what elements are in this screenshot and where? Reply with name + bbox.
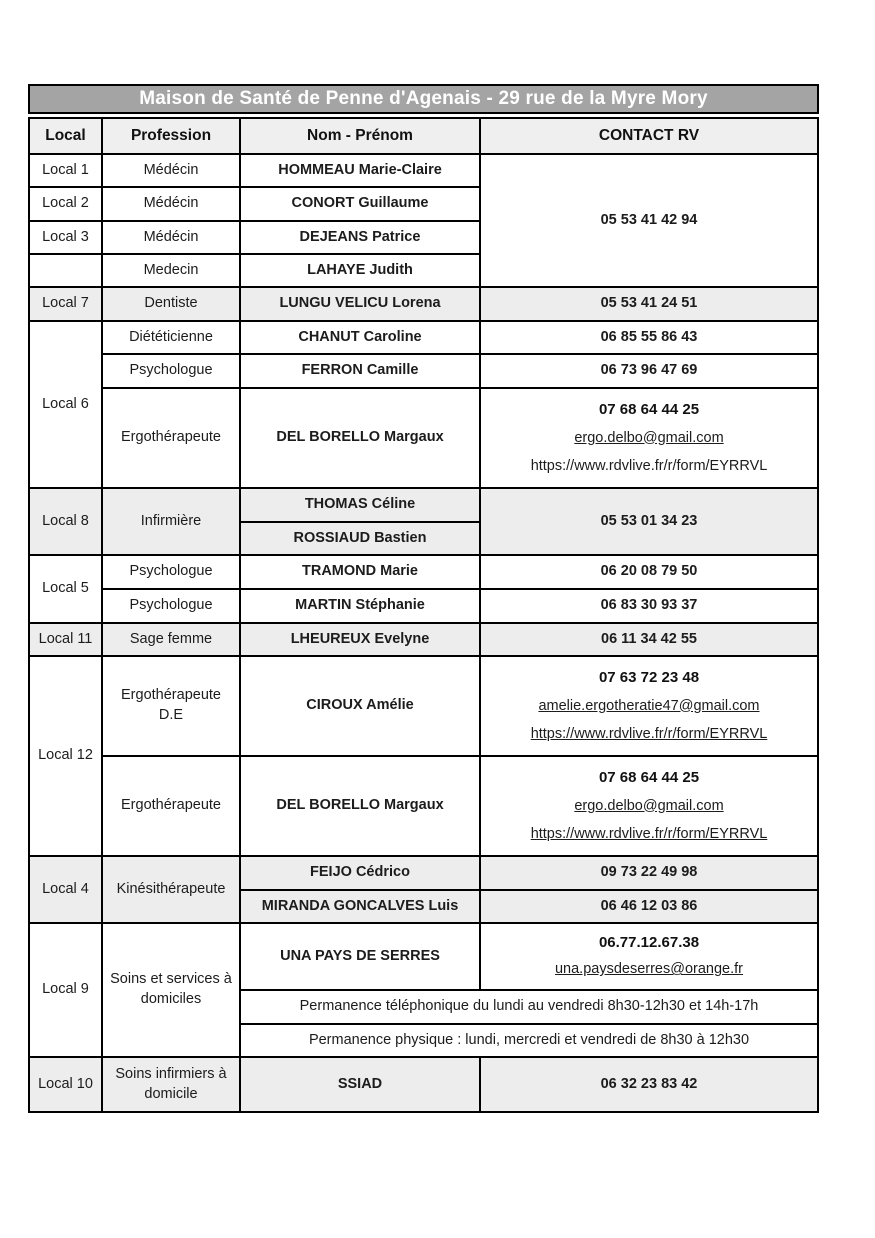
profession-cell: Dentiste bbox=[102, 287, 240, 321]
website-link: https://www.rdvlive.fr/r/form/EYRRVL bbox=[530, 457, 768, 474]
local-cell: Local 2 bbox=[29, 187, 102, 221]
local-cell: Local 9 bbox=[29, 923, 102, 1057]
name-cell: THOMAS Céline bbox=[240, 488, 480, 522]
contact-cell: 05 53 41 24 51 bbox=[480, 287, 818, 321]
name-cell: LUNGU VELICU Lorena bbox=[240, 287, 480, 321]
local-cell: Local 8 bbox=[29, 488, 102, 555]
table-row bbox=[29, 1057, 818, 1112]
website-link[interactable]: https://www.rdvlive.fr/r/form/EYRRVL bbox=[530, 825, 768, 842]
profession-cell: Soins infirmiers à domicile bbox=[102, 1057, 240, 1112]
table-row bbox=[29, 287, 818, 321]
schedule-table bbox=[28, 117, 819, 1113]
permanence-note: Permanence téléphonique du lundi au vendredi 8h30-12h30 et 14h-17h bbox=[240, 990, 818, 1024]
column-header-profession: Profession bbox=[102, 118, 240, 154]
table-row bbox=[29, 321, 818, 354]
name-cell: ROSSIAUD Bastien bbox=[240, 522, 480, 555]
local-cell: Local 7 bbox=[29, 287, 102, 321]
profession-cell: Ergothérapeute bbox=[102, 756, 240, 856]
table-row bbox=[29, 589, 818, 623]
name-cell: MIRANDA GONCALVES Luis bbox=[240, 890, 480, 923]
profession-cell: Ergothérapeute D.E bbox=[102, 656, 240, 756]
name-cell: LHEUREUX Evelyne bbox=[240, 623, 480, 656]
profession-cell: Psychologue bbox=[102, 354, 240, 388]
profession-cell: Médécin bbox=[102, 154, 240, 187]
phone-number: 07 68 64 44 25 bbox=[598, 400, 700, 418]
local-cell: Local 10 bbox=[29, 1057, 102, 1112]
table-row bbox=[29, 856, 818, 890]
name-cell: TRAMOND Marie bbox=[240, 555, 480, 589]
contact-cell: 06 73 96 47 69 bbox=[480, 354, 818, 388]
name-cell: DEL BORELLO Margaux bbox=[240, 388, 480, 488]
name-cell: DEJEANS Patrice bbox=[240, 221, 480, 254]
table-row bbox=[29, 555, 818, 589]
name-cell: MARTIN Stéphanie bbox=[240, 589, 480, 623]
contact-lines bbox=[485, 391, 813, 485]
local-cell bbox=[29, 254, 102, 287]
profession-cell: Médécin bbox=[102, 187, 240, 221]
contact-cell: 06 83 30 93 37 bbox=[480, 589, 818, 623]
contact-cell bbox=[480, 756, 818, 856]
table-row bbox=[29, 623, 818, 656]
column-header-local: Local bbox=[29, 118, 102, 154]
phone-number: 07 63 72 23 48 bbox=[598, 668, 700, 686]
table-row bbox=[29, 488, 818, 522]
email-link[interactable]: una.paysdeserres@orange.fr bbox=[554, 961, 744, 978]
contact-cell: 09 73 22 49 98 bbox=[480, 856, 818, 890]
phone-number: 07 68 64 44 25 bbox=[598, 768, 700, 786]
document bbox=[28, 84, 819, 1113]
email-link[interactable]: ergo.delbo@gmail.com bbox=[574, 797, 724, 814]
permanence-note: Permanence physique : lundi, mercredi et vendredi de 8h30 à 12h30 bbox=[240, 1024, 818, 1057]
profession-cell: Kinésithérapeute bbox=[102, 856, 240, 923]
contact-cell bbox=[480, 388, 818, 488]
name-cell: UNA PAYS DE SERRES bbox=[240, 923, 480, 990]
contact-cell bbox=[480, 656, 818, 756]
contact-cell: 06 46 12 03 86 bbox=[480, 890, 818, 923]
phone-number: 06.77.12.67.38 bbox=[598, 934, 700, 952]
contact-cell: 06 20 08 79 50 bbox=[480, 555, 818, 589]
table-row bbox=[29, 388, 818, 488]
profession-cell: Soins et services à domiciles bbox=[102, 923, 240, 1057]
header-row bbox=[29, 118, 818, 154]
table-row bbox=[29, 354, 818, 388]
name-cell: FEIJO Cédrico bbox=[240, 856, 480, 890]
profession-cell: Medecin bbox=[102, 254, 240, 287]
contact-cell: 06 85 55 86 43 bbox=[480, 321, 818, 354]
table-row bbox=[29, 154, 818, 187]
local-cell: Local 3 bbox=[29, 221, 102, 254]
table-row bbox=[29, 656, 818, 756]
contact-cell: 05 53 01 34 23 bbox=[480, 488, 818, 555]
name-cell: CONORT Guillaume bbox=[240, 187, 480, 221]
contact-cell: 06 32 23 83 42 bbox=[480, 1057, 818, 1112]
profession-cell: Médécin bbox=[102, 221, 240, 254]
column-header-name: Nom - Prénom bbox=[240, 118, 480, 154]
email-link[interactable]: amelie.ergotheratie47@gmail.com bbox=[538, 697, 760, 714]
name-cell: DEL BORELLO Margaux bbox=[240, 756, 480, 856]
table-row bbox=[29, 756, 818, 856]
contact-cell: 06 11 34 42 55 bbox=[480, 623, 818, 656]
local-cell: Local 5 bbox=[29, 555, 102, 623]
profession-cell: Infirmière bbox=[102, 488, 240, 555]
local-cell: Local 4 bbox=[29, 856, 102, 923]
contact-cell bbox=[480, 923, 818, 990]
contact-lines bbox=[485, 759, 813, 853]
local-cell: Local 1 bbox=[29, 154, 102, 187]
profession-cell: Diététicienne bbox=[102, 321, 240, 354]
name-cell: FERRON Camille bbox=[240, 354, 480, 388]
contact-lines bbox=[485, 659, 813, 753]
website-link[interactable]: https://www.rdvlive.fr/r/form/EYRRVL bbox=[530, 725, 768, 742]
document-title: Maison de Santé de Penne d'Agenais - 29 rue de la Myre Mory bbox=[28, 84, 819, 114]
profession-cell: Psychologue bbox=[102, 589, 240, 623]
profession-cell: Sage femme bbox=[102, 623, 240, 656]
name-cell: CHANUT Caroline bbox=[240, 321, 480, 354]
column-header-contact: CONTACT RV bbox=[480, 118, 818, 154]
email-link[interactable]: ergo.delbo@gmail.com bbox=[574, 429, 724, 446]
profession-cell: Psychologue bbox=[102, 555, 240, 589]
local-cell: Local 6 bbox=[29, 321, 102, 488]
local-cell: Local 11 bbox=[29, 623, 102, 656]
name-cell: LAHAYE Judith bbox=[240, 254, 480, 287]
name-cell: SSIAD bbox=[240, 1057, 480, 1112]
local-cell: Local 12 bbox=[29, 656, 102, 856]
name-cell: HOMMEAU Marie-Claire bbox=[240, 154, 480, 187]
table-row bbox=[29, 923, 818, 990]
contact-cell: 05 53 41 42 94 bbox=[480, 154, 818, 287]
profession-cell: Ergothérapeute bbox=[102, 388, 240, 488]
contact-lines bbox=[485, 927, 813, 987]
name-cell: CIROUX Amélie bbox=[240, 656, 480, 756]
